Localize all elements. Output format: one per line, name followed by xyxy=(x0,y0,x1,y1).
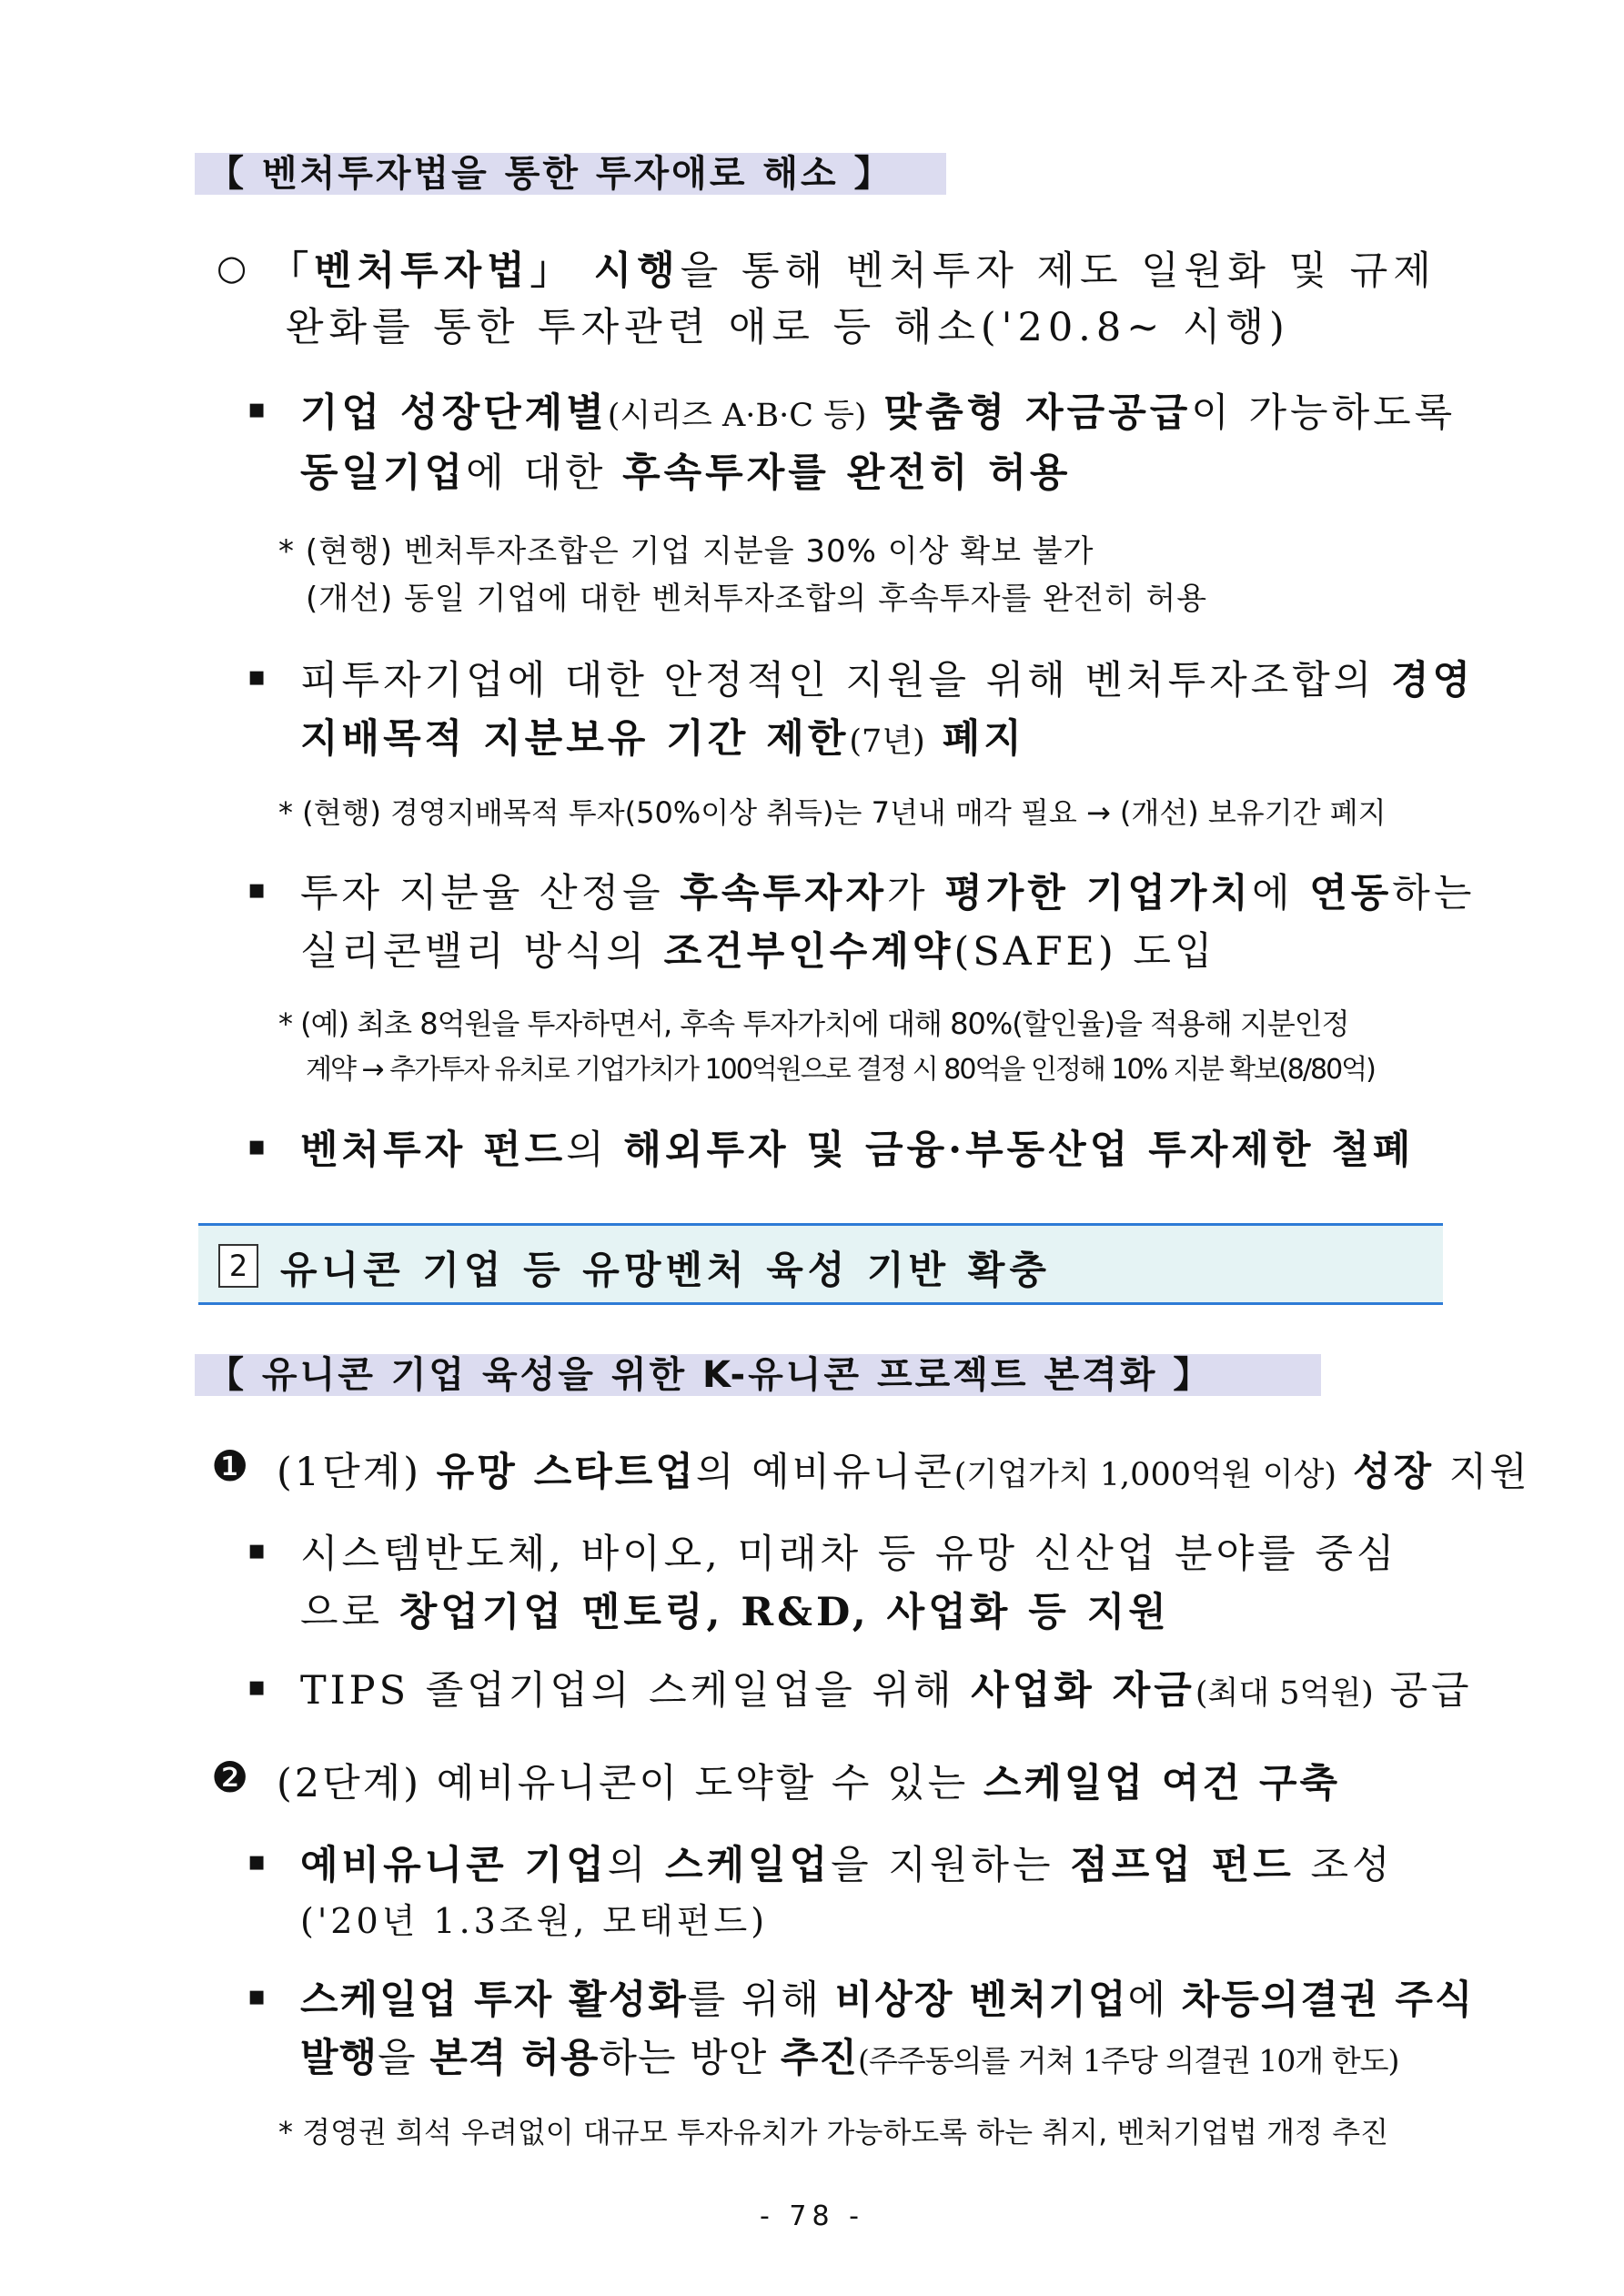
bullet2-line1: 피투자기업에 대한 안정적인 지원을 위해 벤처투자조합의 경영 xyxy=(300,658,1475,703)
note-line: 계약 → 추가투자 유치로 기업가치가 100억원으로 결정 시 80억을 인정해 10% 지분 확보(8/80억) xyxy=(306,1054,1375,1086)
square-bullet-icon: ▪ xyxy=(247,1980,267,2012)
page-number: - 78 - xyxy=(760,2200,864,2232)
bullet1-line2: 동일기업에 대한 후속투자를 완전히 허용 xyxy=(300,450,1072,496)
circle-item-line2: 완화를 통한 투자관련 애로 등 해소('20.8~ 시행) xyxy=(286,305,1290,350)
square-bullet-icon: ▪ xyxy=(247,1671,267,1703)
bullet7-line2: ('20년 1.3조원, 모태펀드) xyxy=(300,1901,769,1941)
bullet6-line1: TIPS 졸업기업의 스케일업을 위해 사업화 자금(최대 5억원) 공급 xyxy=(300,1668,1473,1714)
square-bullet-icon: ▪ xyxy=(247,1534,267,1566)
bullet3-line2: 실리콘밸리 방식의 조건부인수계약(SAFE) 도입 xyxy=(300,929,1216,975)
circle-item-line1: 「벤처투자법」 시행을 통해 벤처투자 제도 일원화 및 규제 xyxy=(269,248,1437,294)
bullet2-line2: 지배목적 지분보유 기간 제한(7년) 폐지 xyxy=(300,716,1025,762)
section-title-box xyxy=(198,1223,1443,1305)
bullet3-line1: 투자 지분율 산정을 후속투자자가 평가한 기업가치에 연동하는 xyxy=(300,871,1476,916)
section-title: 유니콘 기업 등 유망벤처 육성 기반 확충 xyxy=(280,1248,1051,1292)
circle-bullet-icon: ○ xyxy=(217,248,247,288)
bullet7-line1: 예비유니콘 기업의 스케일업을 지원하는 점프업 펀드 조성 xyxy=(300,1843,1394,1888)
square-bullet-icon: ▪ xyxy=(247,661,267,693)
bullet8-line1: 스케일업 투자 활성화를 위해 비상장 벤처기업에 차등의결권 주식 xyxy=(300,1977,1475,2023)
note-line: (개선) 동일 기업에 대한 벤처투자조합의 후속투자를 완전히 허용 xyxy=(306,581,1208,617)
section-heading-k-unicorn: 【 유니콘 기업 육성을 위한 K-유니콘 프로젝트 본격화 】 xyxy=(195,1354,1321,1396)
square-bullet-icon: ▪ xyxy=(247,1130,267,1162)
square-bullet-icon: ▪ xyxy=(247,393,267,425)
section-number: 2 xyxy=(218,1244,258,1288)
note-line: * 경영권 희석 우려없이 대규모 투자유치가 가능하도록 하는 취지, 벤처기업법 개정 추진 xyxy=(278,2115,1388,2149)
section-heading-venture-law: 【 벤처투자법을 통한 투자애로 해소 】 xyxy=(195,153,946,195)
note-line: * (현행) 경영지배목적 투자(50%이상 취득)는 7년내 매각 필요 → (개선) 보유기간 폐지 xyxy=(278,795,1387,830)
square-bullet-icon: ▪ xyxy=(247,1846,267,1877)
bullet5-line1: 시스템반도체, 바이오, 미래차 등 유망 신산업 분야를 중심 xyxy=(300,1532,1398,1577)
step2-line: (2단계) 예비유니콘이 도약할 수 있는 스케일업 여건 구축 xyxy=(277,1761,1341,1806)
step1-line: (1단계) 유망 스타트업의 예비유니콘(기업가치 1,000억원 이상) 성장 지원 xyxy=(277,1450,1530,1495)
bullet5-line2: 으로 창업기업 멘토링, R&D, 사업화 등 지원 xyxy=(300,1590,1170,1635)
bullet1-line1: 기업 성장단계별(시리즈 A·B·C 등) 맞춤형 자금공급이 가능하도록 xyxy=(300,390,1457,436)
note-line: * (예) 최초 8억원을 투자하면서, 후속 투자가치에 대해 80%(할인율)을 적용해 지분인정 xyxy=(278,1006,1349,1041)
square-bullet-icon: ▪ xyxy=(247,874,267,905)
bullet8-line2: 발행을 본격 허용하는 방안 추진(주주동의를 거쳐 1주당 의결권 10개 한도) xyxy=(300,2036,1399,2081)
number-1-icon: ❶ xyxy=(211,1441,249,1491)
bullet4-line1: 벤처투자 펀드의 해외투자 및 금융·부동산업 투자제한 철폐 xyxy=(300,1128,1415,1173)
number-2-icon: ❷ xyxy=(211,1753,249,1802)
note-line: * (현행) 벤처투자조합은 기업 지분을 30% 이상 확보 불가 xyxy=(278,533,1094,570)
